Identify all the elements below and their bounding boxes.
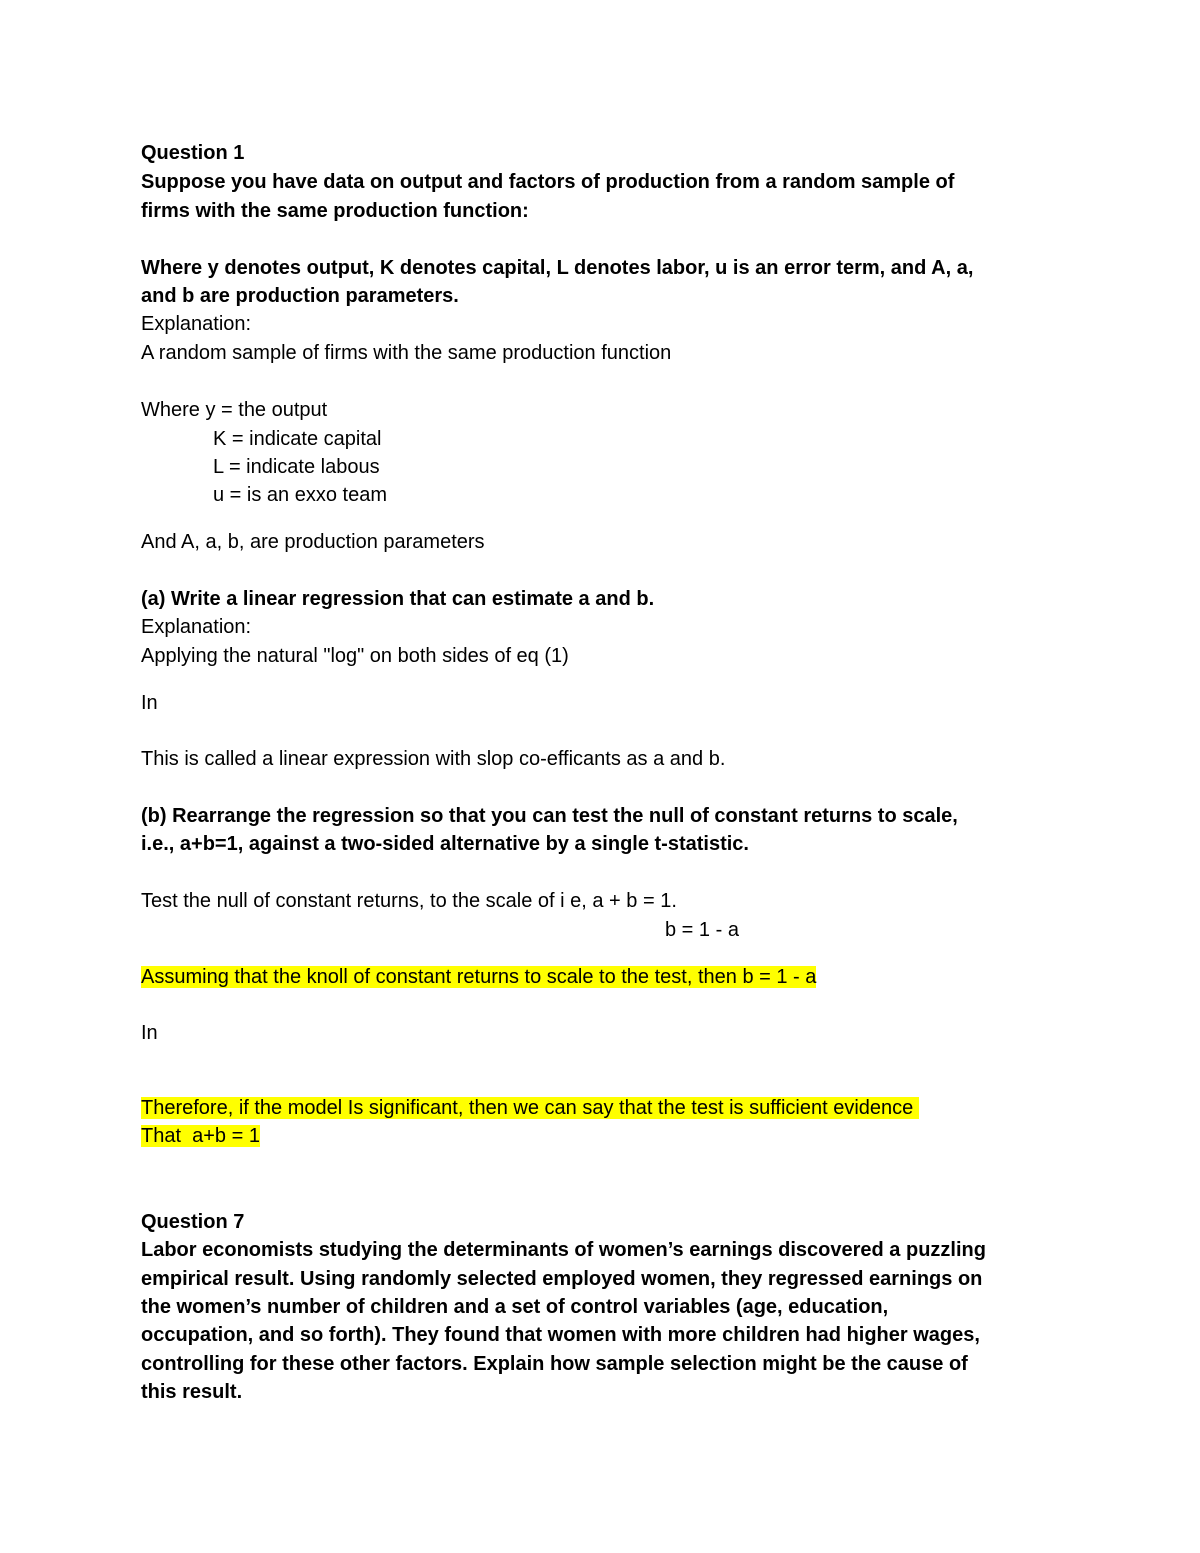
highlighted-text: Assuming that the knoll of constant returns to scale to the test, then b = 1 - a — [141, 966, 817, 988]
definition-l: L = indicate labous — [213, 456, 380, 478]
part-b-conclusion-line-1 — [141, 1094, 919, 1122]
highlighted-text: That a+b = 1 — [141, 1125, 260, 1147]
question-7-prompt-line: empirical result. Using randomly selected employed women, they regressed earnings on — [141, 1268, 983, 1290]
part-a-linear-expression-line: This is called a linear expression with slop co-efficants as a and b. — [141, 748, 726, 770]
definition-u: u = is an exxo team — [213, 484, 387, 506]
question-7-prompt-line: Labor economists studying the determinants of women’s earnings discovered a puzzling — [141, 1239, 986, 1261]
highlighted-text: Therefore, if the model Is significant, then we can say that the test is sufficient evidence — [141, 1097, 919, 1119]
part-b-question-line-2: i.e., a+b=1, against a two-sided alternative by a single t-statistic. — [141, 833, 749, 855]
question-1-explanation-text: A random sample of firms with the same production function — [141, 342, 672, 364]
question-7-prompt-line: occupation, and so forth). They found that women with more children had higher wages, — [141, 1324, 980, 1346]
part-a-question: (a) Write a linear regression that can estimate a and b. — [141, 588, 655, 610]
question-1-heading: Question 1 — [141, 142, 245, 164]
part-a-ln: In — [141, 692, 158, 714]
question-1-prompt-line-2: firms with the same production function: — [141, 200, 529, 222]
question-7-prompt-line: the women’s number of children and a set of control variables (age, education, — [141, 1296, 889, 1318]
question-7-prompt-line: this result. — [141, 1381, 243, 1403]
question-7-heading: Question 7 — [141, 1211, 245, 1233]
part-a-log-line: Applying the natural "log" on both sides of eq (1) — [141, 645, 569, 667]
part-b-question-line-1: (b) Rearrange the regression so that you can test the null of constant returns to scale, — [141, 805, 958, 827]
question-1-where-line-1: Where y denotes output, K denotes capital, L denotes labor, u is an error term, and A, a, — [141, 257, 974, 279]
question-1-where-line-2: and b are production parameters. — [141, 285, 459, 307]
question-7-prompt-line: controlling for these other factors. Explain how sample selection might be the cause of — [141, 1353, 968, 1375]
definition-k: K = indicate capital — [213, 428, 382, 450]
part-b-b-equation: b = 1 - a — [665, 919, 739, 941]
part-a-explanation-label: Explanation: — [141, 616, 252, 638]
production-parameters-line: And A, a, b, are production parameters — [141, 531, 485, 553]
part-b-ln: In — [141, 1022, 158, 1044]
question-1-prompt-line-1: Suppose you have data on output and factors of production from a random sample of — [141, 171, 955, 193]
definition-y: Where y = the output — [141, 399, 328, 421]
part-b-test-line: Test the null of constant returns, to the scale of i e, a + b = 1. — [141, 890, 677, 912]
part-b-conclusion-line-2 — [141, 1122, 260, 1150]
part-b-assumption-line — [141, 963, 816, 991]
question-1-explanation-label: Explanation: — [141, 313, 252, 335]
